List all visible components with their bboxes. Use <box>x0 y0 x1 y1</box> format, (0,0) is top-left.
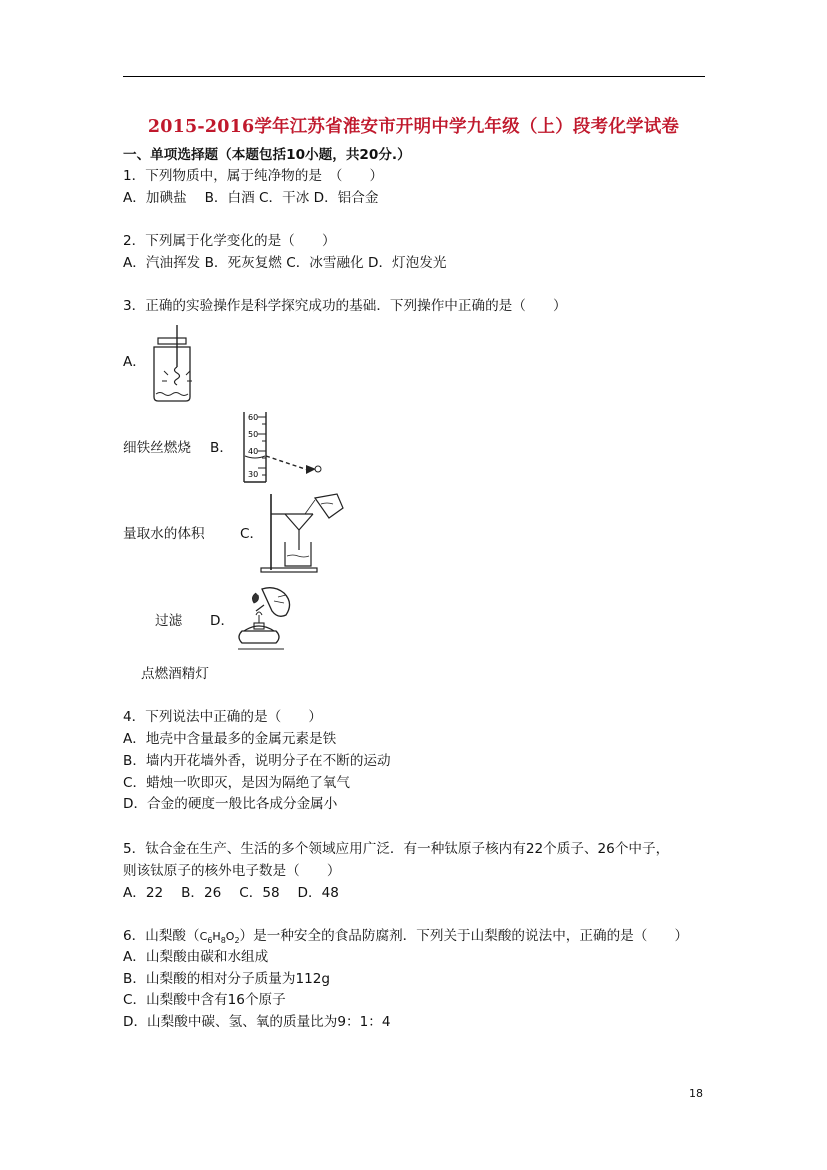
q6-option-c: C．山梨酸中含有16个原子 <box>123 992 286 1008</box>
q6-stem-post: ）是一种安全的食品防腐剂．下列关于山梨酸的说法中，正确的是（ ） <box>239 928 689 944</box>
q5-stem-line2: 则该钛原子的核外电子数是（ ） <box>123 863 341 879</box>
graduated-cylinder-figure <box>236 410 328 485</box>
iron-wire-jar-figure <box>148 325 196 403</box>
tick-label-60: 60 <box>248 413 259 422</box>
q6-stem <box>123 927 688 950</box>
q4-stem: 4．下列说法中正确的是（ ） <box>123 709 322 725</box>
q4-option-b: B．墙内开花墙外香，说明分子在不断的运动 <box>123 753 391 769</box>
q3-stem: 3．正确的实验操作是科学探究成功的基础．下列操作中正确的是（ ） <box>123 298 567 314</box>
q5-stem-line1: 5．钛合金在生产、生活的多个领域应用广泛．有一种钛原子核内有22个质子、26个中子， <box>123 841 670 857</box>
header-rule <box>123 76 705 77</box>
q3-option-a-caption: 细铁丝燃烧 <box>123 440 191 456</box>
q2-stem: 2．下列属于化学变化的是（ ） <box>123 233 336 249</box>
q6-formula: $C_6H_8O_2$ <box>199 930 240 946</box>
q4-option-a: A．地壳中含量最多的金属元素是铁 <box>123 731 337 747</box>
q3-option-d-caption: 点燃酒精灯 <box>141 666 209 682</box>
filtration-figure <box>255 492 347 574</box>
q6-option-a: A．山梨酸由碳和水组成 <box>123 949 269 965</box>
q1-stem: 1．下列物质中，属于纯净物的是 （ ） <box>123 168 384 184</box>
q3-option-b-letter: B． <box>210 440 233 456</box>
q5-options: A．22 B．26 C．58 D．48 <box>123 885 339 901</box>
q2-options: A．汽油挥发 B．死灰复燃 C．冰雪融化 D．灯泡发光 <box>123 255 447 271</box>
q3-option-a-letter: A． <box>123 354 146 370</box>
q3-option-b-caption: 量取水的体积 <box>123 526 205 542</box>
q6-option-b: B．山梨酸的相对分子质量为112g <box>123 971 331 987</box>
page-number: 18 <box>689 1087 703 1100</box>
q6-stem-pre: 6．山梨酸（ <box>123 928 200 944</box>
q3-option-d-letter: D． <box>210 613 235 629</box>
q6-option-d: D．山梨酸中碳、氢、氧的质量比为9：1：4 <box>123 1014 391 1030</box>
tick-label-30: 30 <box>248 470 259 479</box>
tick-label-40: 40 <box>248 447 259 456</box>
q4-option-d: D．合金的硬度一般比各成分金属小 <box>123 796 338 812</box>
q1-options: A．加碘盐 B．白酒 C．干冰 D．铝合金 <box>123 190 379 206</box>
q4-option-c: C．蜡烛一吹即灭，是因为隔绝了氧气 <box>123 775 350 791</box>
section-heading: 一、单项选择题（本题包括10小题，共20分.） <box>123 147 411 163</box>
q3-option-c-caption: 过滤 <box>155 613 183 629</box>
page-title: 2015-2016学年江苏省淮安市开明中学九年级（上）段考化学试卷 <box>147 117 680 137</box>
alcohol-lamp-figure <box>234 585 298 657</box>
tick-label-50: 50 <box>248 430 259 439</box>
q3-option-c-letter: C． <box>240 526 264 542</box>
